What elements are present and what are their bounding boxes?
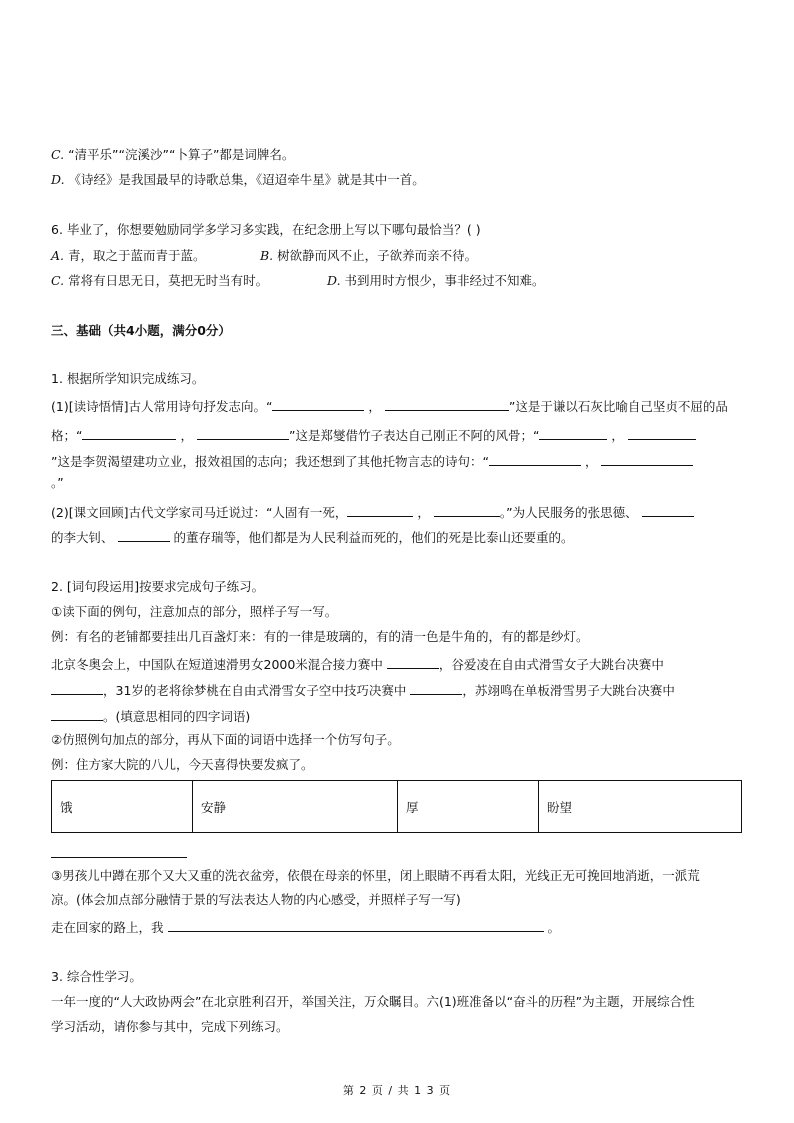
answer-blank[interactable] xyxy=(272,397,364,411)
answer-blank[interactable] xyxy=(82,426,176,440)
answer-blank[interactable] xyxy=(118,528,170,542)
q2-sub-2: ②仿照例句加点的部分，再从下面的词语中选择一个仿写句子。 xyxy=(51,732,400,747)
answer-blank[interactable] xyxy=(385,397,509,411)
table-row xyxy=(52,781,742,833)
q2-sub-1: ①读下面的例句，注意加点的部分，照样子写一写。 xyxy=(51,604,338,619)
q6-option-a xyxy=(51,247,206,265)
text: ”这是于谦以石灰比喻自己坚贞不屈的品 xyxy=(508,399,728,414)
option-text: 常将有日思无日，莫把无时当有时。 xyxy=(68,273,269,288)
text: 北京冬奥会上，中国队在短道速滑男女2000米混合接力赛中 xyxy=(51,657,383,672)
option-text: 青，取之于蓝而青于蓝。 xyxy=(68,248,206,263)
answer-blank[interactable] xyxy=(601,452,693,466)
q1-line-5 xyxy=(51,503,694,522)
q6-option-d xyxy=(327,272,545,290)
word-cell: 安静 xyxy=(193,781,398,833)
word-cell: 饿 xyxy=(52,781,193,833)
q1-line-4: 。” xyxy=(51,475,64,490)
q2-sub-3-line-2: 凉。(体会加点部分融情于景的写法表达人物的内心感受，并照样子写一写) xyxy=(51,892,461,907)
page-number: 第 2 页 / 共 1 3 页 xyxy=(342,1084,452,1097)
answer-blank[interactable] xyxy=(197,426,289,440)
answer-blank[interactable] xyxy=(51,681,103,695)
text: ，31岁的老将徐梦桃在自由式滑雪女子空中技巧决赛中 xyxy=(103,683,407,698)
section-heading: 三、基础（共4小题，满分0分） xyxy=(51,323,231,338)
q2-line-1 xyxy=(51,655,664,674)
q6-option-b xyxy=(260,247,477,265)
word-cell: 厚 xyxy=(398,781,539,833)
text: ”这是李贺渴望建功立业，报效祖国的志向；我还想到了其他托物言志的诗句：“ xyxy=(51,454,489,469)
text: ，谷爱凌在自由式滑雪女子大跳台决赛中 xyxy=(438,657,664,672)
answer-blank[interactable] xyxy=(489,452,581,466)
q3-stem: 3. 综合性学习。 xyxy=(51,969,142,984)
text: ， xyxy=(368,399,381,414)
q1-line-2 xyxy=(51,426,696,445)
option-letter: A. xyxy=(51,248,65,263)
text: 走在回家的路上，我 xyxy=(51,920,164,935)
q2-sub-3-line-1: ③男孩儿中蹲在那个又大又重的洗衣盆旁，依偎在母亲的怀里，闭上眼睛不再看太阳，光线正无可挽回地消逝，一派荒 xyxy=(51,868,700,883)
answer-blank[interactable] xyxy=(539,426,607,440)
text: ， xyxy=(584,454,598,469)
answer-blank[interactable] xyxy=(642,503,694,517)
option-text: “清平乐”“浣溪沙”“卜算子”都是词牌名。 xyxy=(68,147,295,162)
word-choice-table xyxy=(51,780,742,833)
text: 。(填意思相同的四字词语) xyxy=(103,709,251,724)
text: 。”为人民服务的张思德、 xyxy=(499,505,638,520)
option-letter: D. xyxy=(327,273,341,288)
text: ”这是郑燮借竹子表达自己刚正不阿的风骨；“ xyxy=(288,428,540,443)
q6-option-c xyxy=(51,272,268,290)
text: (1)[读诗悟情]古人常用诗句抒发志向。“ xyxy=(51,399,273,414)
text: 格；“ xyxy=(51,428,83,443)
text: (2)[课文回顾]古代文学家司马迁说过：“人固有一死， xyxy=(51,505,348,520)
q1-line-1 xyxy=(51,397,728,416)
q1-line-6 xyxy=(51,528,574,547)
q5-option-c xyxy=(51,146,294,164)
text: ，苏翊鸣在单板滑雪男子大跳台决赛中 xyxy=(462,683,675,698)
option-text: 《诗经》是我国最早的诗歌总集，《迢迢牵牛星》就是其中一首。 xyxy=(68,172,425,187)
answer-blank[interactable] xyxy=(434,503,500,517)
text: 。 xyxy=(547,920,560,935)
q6-stem: 6. 毕业了，你想要勉励同学多学习多实践，在纪念册上写以下哪句最恰当？( ) xyxy=(51,222,481,237)
text: ， xyxy=(611,428,624,443)
word-cell: 盼望 xyxy=(539,781,742,833)
answer-blank[interactable] xyxy=(51,707,103,721)
q2-example-1: 例：有名的老铺都要挂出几百盏灯来：有的一律是玻璃的，有的清一色是牛角的，有的都是纱灯。 xyxy=(51,629,589,644)
text: ， xyxy=(180,428,193,443)
answer-line[interactable] xyxy=(51,857,187,858)
q2-example-2: 例：住方家大院的八儿，今天喜得快要发疯了。 xyxy=(51,757,314,772)
q3-line-1: 一年一度的“人大政协两会”在北京胜利召开，举国关注，万众瞩目。六(1)班准备以“奋斗的历程”为主题，开展综合性 xyxy=(51,994,695,1009)
q2-sub-3-line-3 xyxy=(51,918,560,937)
q2-line-2 xyxy=(51,681,675,700)
answer-blank[interactable] xyxy=(387,655,439,669)
q5-option-d xyxy=(51,171,425,189)
option-text: 树欲静而风不止，子欲养而亲不待。 xyxy=(277,248,478,263)
option-letter: B. xyxy=(260,248,274,263)
q1-line-3 xyxy=(51,452,693,471)
q2-stem: 2. [词句段运用]按要求完成句子练习。 xyxy=(51,579,265,594)
answer-blank[interactable] xyxy=(347,503,413,517)
q2-line-3 xyxy=(51,707,250,726)
answer-blank[interactable] xyxy=(168,918,544,932)
option-text: 书到用时方恨少，事非经过不知难。 xyxy=(344,273,545,288)
answer-blank[interactable] xyxy=(410,681,462,695)
text: ， xyxy=(417,505,430,520)
q1-stem: 1. 根据所学知识完成练习。 xyxy=(51,371,205,386)
text: 的李大钊、 xyxy=(51,530,114,545)
q3-line-2: 学习活动，请你参与其中，完成下列练习。 xyxy=(51,1019,289,1034)
answer-blank[interactable] xyxy=(628,426,696,440)
option-letter: C. xyxy=(51,273,65,288)
text: 的董存瑞等，他们都是为人民利益而死的，他们的死是比泰山还要重的。 xyxy=(173,530,574,545)
option-letter: C. xyxy=(51,147,65,162)
option-letter: D. xyxy=(51,172,65,187)
